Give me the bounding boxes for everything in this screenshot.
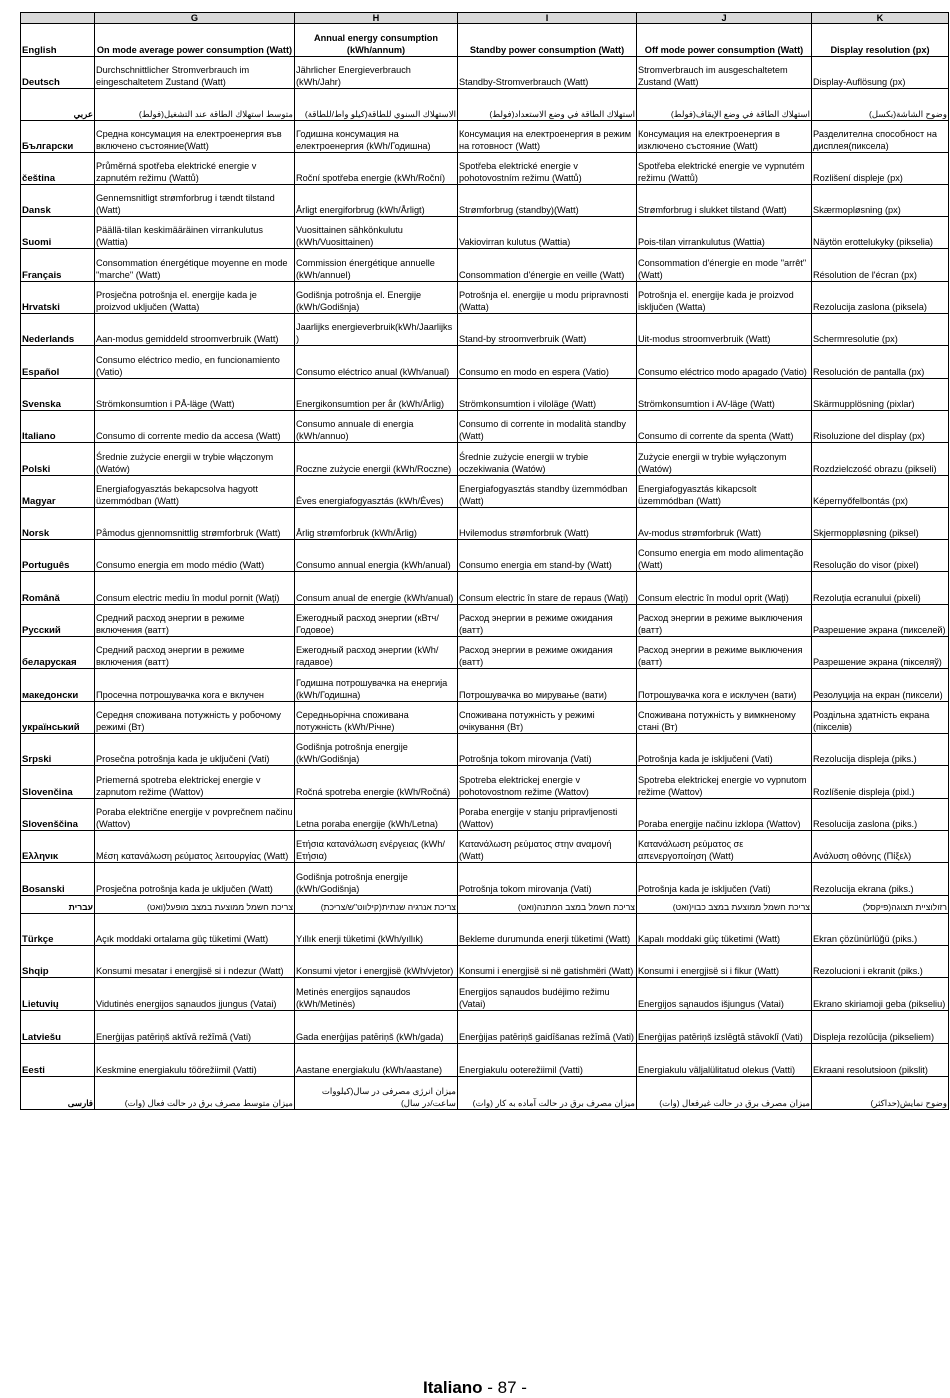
table-cell: Bekleme durumunda enerji tüketimi (Watt) [458,914,637,946]
table-cell: Jaarlijks energieverbruik(kWh/Jaarlijks ) [295,314,458,346]
table-cell: Résolution de l'écran (px) [812,249,949,282]
table-cell: Роздільна здатність екрана (пікселів) [812,702,949,734]
table-cell: Споживана потужність у вимкненому стані (Вт) [637,702,812,734]
table-cell: Prosečna potrošnja kada je uključeni (Vati) [95,734,295,766]
table-cell: Vidutinės energijos sąnaudos įjungus (Vatai) [95,978,295,1011]
table-cell: Display-Auflösung (px) [812,57,949,89]
table-cell: Spotřeba elektrické energie v pohotovostním režimu (Wattů) [458,153,637,185]
column-letter: G [95,13,295,24]
table-cell: Standby power consumption (Watt) [458,24,637,57]
table-cell: Energiafogyasztás standby üzemmódban (Watt) [458,476,637,508]
footer-language: Italiano [423,1378,483,1397]
table-cell: Energiafogyasztás kikapcsolt üzemmódban (Watt) [637,476,812,508]
table-cell: Potrošnja kada je isključen (Vati) [637,863,812,896]
table-cell: Prosječna potrošnja kada je uključen (Watt) [95,863,295,896]
table-cell: Açık moddaki ortalama güç tüketimi (Watt) [95,914,295,946]
table-row [21,249,949,282]
table-cell: Μέση κατανάλωση ρεύματος λειτουργίας (Watt) [95,831,295,863]
table-cell: Consommation d'énergie en veille (Watt) [458,249,637,282]
table-cell: Energikonsumtion per år (kWh/Årlig) [295,379,458,411]
language-name: Italiano [21,411,95,443]
table-cell: Просечна потрошувачка кога е вклучен [95,669,295,702]
table-cell: Κατανάλωση ρεύματος σε απενεργοποίηση (Watt) [637,831,812,863]
table-cell: Stand-by stroomverbruik (Watt) [458,314,637,346]
table-cell: Consum anual de energie (kWh/anual) [295,572,458,605]
table-cell: Konsumi i energjisë si në gatishmëri (Watt) [458,946,637,978]
table-cell: Av-modus strømforbruk (Watt) [637,508,812,540]
table-row [21,508,949,540]
table-cell: Consommation énergétique moyenne en mode "marche" (Watt) [95,249,295,282]
table-cell: Середня споживана потужність у робочому режимі (Вт) [95,702,295,734]
table-cell: Potrošnja tokom mirovanja (Vati) [458,734,637,766]
table-cell: Godišnja potrošnja energije (kWh/Godišnja) [295,863,458,896]
table-cell: Konsumi vjetor i energjisë (kWh/vjetor) [295,946,458,978]
table-row [21,379,949,411]
table-cell: Consumo energia em stand-by (Watt) [458,540,637,572]
table-row [21,637,949,669]
table-cell: Consumo di corrente in modalità standby (Watt) [458,411,637,443]
table-cell: Consum electric în stare de repaus (Waţi) [458,572,637,605]
table-cell: Consumo eléctrico modo apagado (Vatio) [637,346,812,379]
table-cell: Spotreba elektrickej energie v pohotovostnom režime (Wattov) [458,766,637,799]
table-cell: Gada enerģijas patēriņš (kWh/gada) [295,1011,458,1044]
table-row [21,669,949,702]
table-cell: Gennemsnitligt strømforbrug i tændt tilstand (Watt) [95,185,295,217]
table-row [21,89,949,121]
table-cell: Påmodus gjennomsnittlig strømforbruk (Watt) [95,508,295,540]
table-cell: Ежегодный расход энергии (кВтч/Годовое) [295,605,458,637]
table-cell: Strömkonsumtion i viloläge (Watt) [458,379,637,411]
language-name: Español [21,346,95,379]
table-cell: צריכת חשמל ממוצעת במצב מופעל(ואט) [95,896,295,914]
table-cell: Rezolucija zaslona (piksela) [812,282,949,314]
footer-page-number: - 87 - [487,1378,527,1397]
table-cell: Energiakulu väljalülitatud olekus (Vatti) [637,1044,812,1077]
table-cell: Uit-modus stroomverbruik (Watt) [637,314,812,346]
column-letter-row [21,13,949,24]
table-cell: Resolución de pantalla (px) [812,346,949,379]
table-cell: Консумация на електроенергия в изключено състояние (Watt) [637,121,812,153]
language-name: Türkçe [21,914,95,946]
table-cell: Rezolucija ekrana (piks.) [812,863,949,896]
table-cell: Расход энергии в режиме ожидания (ватт) [458,605,637,637]
table-cell: Keskmine energiakulu töörežiimil (Vatti) [95,1044,295,1077]
table-row [21,572,949,605]
table-cell: Roczne zużycie energii (kWh/Roczne) [295,443,458,476]
table-cell: Strömkonsumtion i PÅ-läge (Watt) [95,379,295,411]
page-footer [0,1378,950,1398]
table-row [21,314,949,346]
table-row [21,1077,949,1110]
table-cell: Ekraani resolutsioon (pikslit) [812,1044,949,1077]
table-row [21,121,949,153]
table-cell: Resolução do visor (pixel) [812,540,949,572]
table-cell: Consum electric în modul oprit (Waţi) [637,572,812,605]
table-cell: Poraba energije v stanju pripravljenosti (Wattov) [458,799,637,831]
table-row [21,540,949,572]
table-cell: Consumo eléctrico anual (kWh/anual) [295,346,458,379]
table-cell: Ekrano skiriamoji geba (pikseliu) [812,978,949,1011]
table-cell: Roční spotřeba energie (kWh/Roční) [295,153,458,185]
table-cell: Energijos sąnaudos išjungus (Vatai) [637,978,812,1011]
table-row [21,605,949,637]
language-name: беларуская [21,637,95,669]
language-name: Suomi [21,217,95,249]
table-cell: Ανάλυση οθόνης (Πίξελ) [812,831,949,863]
table-cell: Kapalı moddaki güç tüketimi (Watt) [637,914,812,946]
language-name: Lietuvių [21,978,95,1011]
table-cell: Potrošnja el. energije u modu pripravnosti (Watta) [458,282,637,314]
table-row [21,766,949,799]
table-cell: Hvilemodus strømforbruk (Watt) [458,508,637,540]
table-cell: Ročná spotreba energie (kWh/Ročná) [295,766,458,799]
table-cell: Consumo di corrente medio da accesa (Watt) [95,411,295,443]
language-name: Norsk [21,508,95,540]
table-row [21,185,949,217]
table-cell: Godišnja potrošnja energije (kWh/Godišnja) [295,734,458,766]
table-cell: Spotřeba elektrické energie ve vypnutém režimu (Wattů) [637,153,812,185]
table-cell: میزان متوسط مصرف برق در حالت فعال (وات) [95,1077,295,1110]
table-cell: Consumo energia em modo alimentação (Watt) [637,540,812,572]
table-cell: Средна консумация на електроенергия във включено състояние(Watt) [95,121,295,153]
table-cell: Strömkonsumtion i AV-läge (Watt) [637,379,812,411]
table-cell: میزان مصرف برق در حالت غیرفعال (وات) [637,1077,812,1110]
language-name: Português [21,540,95,572]
table-cell: Enerģijas patēriņš aktīvā režīmā (Vati) [95,1011,295,1044]
table-cell: Consumo eléctrico medio, en funcionamiento (Vatio) [95,346,295,379]
table-cell: Poraba električne energije v povprečnem načinu (Wattov) [95,799,295,831]
table-cell: متوسط استهلاك الطاقة عند التشغيل(فولط) [95,89,295,121]
table-cell: Średnie zużycie energii w trybie oczekiwania (Watów) [458,443,637,476]
table-row [21,282,949,314]
table-cell: Średnie zużycie energii w trybie włączonym (Watów) [95,443,295,476]
table-cell: Letna poraba energije (kWh/Letna) [295,799,458,831]
table-cell: Skjermoppløsning (piksel) [812,508,949,540]
table-cell: میزان انرژی مصرفی در سال(کیلووات ساعت/در سال) [295,1077,458,1110]
table-row [21,476,949,508]
table-cell: Display resolution (px) [812,24,949,57]
table-cell: Vakiovirran kulutus (Wattia) [458,217,637,249]
table-cell: Durchschnittlicher Stromverbrauch im eingeschaltetem Zustand (Watt) [95,57,295,89]
table-cell: استهلاك الطاقة في وضع الاستعداد(فولط) [458,89,637,121]
language-name: Deutsch [21,57,95,89]
table-cell: Poraba energije načinu izklopa (Wattov) [637,799,812,831]
table-cell: استهلاك الطاقة في وضع الإيقاف(فولط) [637,89,812,121]
language-table [20,12,949,1110]
table-cell: Skærmopløsning (px) [812,185,949,217]
table-cell: צריכת חשמל ממוצעת במצב כבוי(ואט) [637,896,812,914]
table-cell: Képernyőfelbontás (px) [812,476,949,508]
table-cell: Metinės energijos sąnaudos (kWh/Metinės) [295,978,458,1011]
table-cell: Annual energy consumption (kWh/annum) [295,24,458,57]
language-name: Latviešu [21,1011,95,1044]
table-cell: Rezolucija displeja (piks.) [812,734,949,766]
table-cell: Aastane energiakulu (kWh/aastane) [295,1044,458,1077]
table-cell: Schermresolutie (px) [812,314,949,346]
table-cell: Consumo di corrente da spenta (Watt) [637,411,812,443]
table-cell: Споживана потужність у режимі очікування (Вт) [458,702,637,734]
column-letter [21,13,95,24]
table-cell: Standby-Stromverbrauch (Watt) [458,57,637,89]
column-letter: I [458,13,637,24]
table-cell: Pois-tilan virrankulutus (Wattia) [637,217,812,249]
table-cell: Годишна потрошувачка на енергија (kWh/Годишна) [295,669,458,702]
language-name: Български [21,121,95,153]
table-cell: Ekran çözünürlüğü (piks.) [812,914,949,946]
table-cell: Strømforbrug (standby)(Watt) [458,185,637,217]
table-cell: Potrošnja kada je isključeni (Vati) [637,734,812,766]
language-name: Srpski [21,734,95,766]
table-cell: On mode average power consumption (Watt) [95,24,295,57]
table-cell: Potrošnja tokom mirovanja (Vati) [458,863,637,896]
table-cell: Commission énergétique annuelle (kWh/annuel) [295,249,458,282]
table-cell: Risoluzione del display (px) [812,411,949,443]
language-name: עברית [21,896,95,914]
table-cell: Ετήσια κατανάλωση ενέργειας (kWh/Ετήσια) [295,831,458,863]
table-cell: Konsumi mesatar i energjisë si i ndezur (Watt) [95,946,295,978]
table-cell: Резолуција на екран (пиксели) [812,669,949,702]
language-name: український [21,702,95,734]
table-row [21,946,949,978]
table-cell: Resolucija zaslona (piks.) [812,799,949,831]
table-cell: Разделителна способност на дисплея(пиксела) [812,121,949,153]
table-cell: Consum electric mediu în modul pornit (Waţi) [95,572,295,605]
language-name: English [21,24,95,57]
table-row [21,863,949,896]
column-letter: J [637,13,812,24]
table-cell: Godišnja potrošnja el. Energije (kWh/Godišnja) [295,282,458,314]
table-cell: Årlig strømforbruk (kWh/Årlig) [295,508,458,540]
table-row [21,346,949,379]
table-cell: Zużycie energii w trybie wyłączonym (Watów) [637,443,812,476]
language-name: Shqip [21,946,95,978]
table-row [21,411,949,443]
column-letter: H [295,13,458,24]
table-cell: Consumo energia em modo médio (Watt) [95,540,295,572]
table-cell: Consumo annual energia (kWh/anual) [295,540,458,572]
language-name: Polski [21,443,95,476]
table-cell: Displeja rezolūcija (pikseliem) [812,1011,949,1044]
language-name: Русский [21,605,95,637]
table-row [21,978,949,1011]
table-cell: Spotreba elektrickej energie vo vypnutom režime (Wattov) [637,766,812,799]
table-cell: Rozlišení displeje (px) [812,153,949,185]
table-row [21,799,949,831]
table-cell: Ежегодный расход энергии (kWh/гадавое) [295,637,458,669]
language-name: Hrvatski [21,282,95,314]
column-letter: K [812,13,949,24]
table-row [21,1011,949,1044]
table-cell: Yıllık enerji tüketimi (kWh/yıllık) [295,914,458,946]
table-row [21,217,949,249]
table-cell: Средний расход энергии в режиме включения (ватт) [95,605,295,637]
table-cell: Energijos sąnaudos budėjimo režimu (Vatai) [458,978,637,1011]
table-cell: Priemerná spotreba elektrickej energie v zapnutom režime (Wattov) [95,766,295,799]
language-name: Bosanski [21,863,95,896]
table-cell: Κατανάλωση ρεύματος στην αναμονή (Watt) [458,831,637,863]
table-cell: Konsumi i energjisë si i fikur (Watt) [637,946,812,978]
table-cell: Потрошувачка во мирување (вати) [458,669,637,702]
table-cell: Päällä-tilan keskimääräinen virrankulutus (Wattia) [95,217,295,249]
table-cell: Årligt energiforbrug (kWh/Årligt) [295,185,458,217]
table-cell: Prosječna potrošnja el. energije kada je proizvod uključen (Watta) [95,282,295,314]
language-name: عربي [21,89,95,121]
table-cell: Vuosittainen sähkönkulutu (kWh/Vuosittainen) [295,217,458,249]
table-cell: Consumo annuale di energia (kWh/annuo) [295,411,458,443]
language-name: Nederlands [21,314,95,346]
table-cell: Aan-modus gemiddeld stroomverbruik (Watt) [95,314,295,346]
table-cell: Расход энергии в режиме выключения (ватт) [637,637,812,669]
table-cell: Energiakulu ooterežiimil (Vatti) [458,1044,637,1077]
table-cell: Rezolucioni i ekranit (piks.) [812,946,949,978]
language-name: Français [21,249,95,282]
language-name: Slovenčina [21,766,95,799]
table-cell: Разрешение экрана (пикселей) [812,605,949,637]
table-cell: Rezoluţia ecranului (pixeli) [812,572,949,605]
table-cell: Průměrná spotřeba elektrické energie v zapnutém režimu (Wattů) [95,153,295,185]
table-cell: Разрешение экрана (пікселяў) [812,637,949,669]
table-cell: Off mode power consumption (Watt) [637,24,812,57]
table-row [21,734,949,766]
table-cell: Consumo en modo en espera (Vatio) [458,346,637,379]
language-name: Slovenščina [21,799,95,831]
table-cell: צריכת חשמל במצב המתנה(ואט) [458,896,637,914]
table-row [21,1044,949,1077]
table-cell: Rozdzielczość obrazu (pikseli) [812,443,949,476]
table-cell: وضوح نمایش(حداکثر) [812,1077,949,1110]
table-cell: רזולוציית תצוגה(פיקסל) [812,896,949,914]
language-name: Dansk [21,185,95,217]
language-name: Svenska [21,379,95,411]
table-cell: میزان مصرف برق در حالت آماده به کار (وات) [458,1077,637,1110]
language-name: Magyar [21,476,95,508]
table-cell: Potrošnja el. energije kada je proizvod isključen (Watta) [637,282,812,314]
table-cell: الاستهلاك السنوي للطاقة(كيلو واط/للطاقة) [295,89,458,121]
table-row [21,57,949,89]
language-name: Eesti [21,1044,95,1077]
table-row [21,443,949,476]
table-cell: Потрошувачка кога е исклучен (вати) [637,669,812,702]
table-cell: Расход энергии в режиме выключения (ватт) [637,605,812,637]
table-cell: وضوح الشاشة(بكسل) [812,89,949,121]
table-cell: Éves energiafogyasztás (kWh/Éves) [295,476,458,508]
language-name: македонски [21,669,95,702]
table-row [21,831,949,863]
table-cell: Enerģijas patēriņš izslēgtā stāvoklī (Vati) [637,1011,812,1044]
table-cell: Расход энергии в режиме ожидания (ватт) [458,637,637,669]
table-row [21,153,949,185]
language-name: فارسی [21,1077,95,1110]
table-row [21,896,949,914]
table-cell: Консумация на електроенергия в режим на готовност (Watt) [458,121,637,153]
table-row [21,24,949,57]
table-cell: Enerģijas patēriņš gaidīšanas režīmā (Vati) [458,1011,637,1044]
table-row [21,914,949,946]
table-cell: Consommation d'énergie en mode "arrêt" (Watt) [637,249,812,282]
language-name: Română [21,572,95,605]
table-cell: Rozlíšenie displeja (pixl.) [812,766,949,799]
table-cell: Stromverbrauch im ausgeschaltetem Zustand (Watt) [637,57,812,89]
table-cell: Skärmupplösning (pixlar) [812,379,949,411]
table-cell: צריכת אנרגיה שנתית(קילווט"ש/צריכת) [295,896,458,914]
table-cell: Jährlicher Energieverbrauch (kWh/Jahr) [295,57,458,89]
table-row [21,702,949,734]
table-cell: Näytön erottelukyky (pikselia) [812,217,949,249]
table-cell: Strømforbrug i slukket tilstand (Watt) [637,185,812,217]
table-cell: Средний расход энергии в режиме включения (ватт) [95,637,295,669]
table-cell: Energiafogyasztás bekapcsolva hagyott üzemmódban (Watt) [95,476,295,508]
language-name: Ελληνικ [21,831,95,863]
table-cell: Годишна консумация на електроенергия (kWh/Годишна) [295,121,458,153]
table-cell: Середньорічна споживана потужність (kWh/Річне) [295,702,458,734]
language-name: čeština [21,153,95,185]
